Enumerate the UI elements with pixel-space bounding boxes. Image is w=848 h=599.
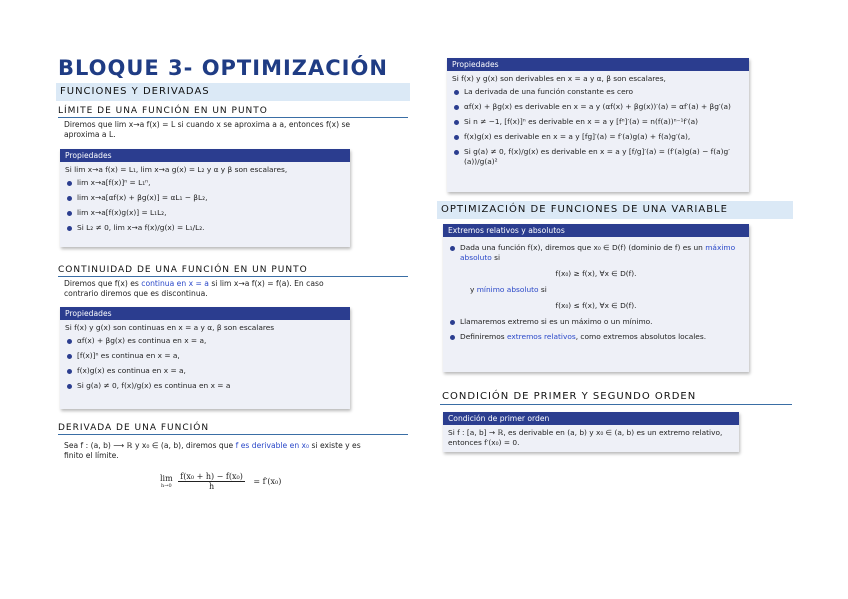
heading-limite: LÍMITE DE UNA FUNCIÓN EN UN PUNTO: [58, 106, 408, 118]
page-title: BLOQUE 3- OPTIMIZACIÓN: [58, 56, 388, 80]
derivada-properties-box: Propiedades Si f(x) y g(x) son derivables en x = a y α, β son escalares, La derivada de una función constante es cero αf(x) + βg(x) es derivable en x = a y (αf(x) + βg(x))′(a) = αf′(a) + βg′(a) Si n ≠ −1, [f(x)]ⁿ es derivable en x = a y [fⁿ]′(a) = n(f(a))ⁿ⁻¹f′(a) f(x)g(x) es derivable en x = a y [fg]′(a) = f′(a)g(a) + f(a)g′(a), Si g(a) ≠ 0, f(x)/g(x) es derivable en x = a y [f/g]′(a) = (f′(a)g(a) − f(a)g′(a))/g(a)²: [447, 58, 749, 192]
list-item: Definiremos extremos relativos, como extremos absolutos locales.: [448, 332, 744, 342]
section-funciones-derivadas: FUNCIONES Y DERIVADAS: [56, 83, 410, 101]
list-item: αf(x) + βg(x) es derivable en x = a y (αf(x) + βg(x))′(a) = αf′(a) + βg′(a): [452, 102, 744, 112]
box-label: Condición de primer orden: [443, 412, 739, 425]
derivada-definition: Sea f : (a, b) ⟶ ℝ y x₀ ∈ (a, b), diremos que f es derivable en x₀ si existe y es finito el límite.: [64, 441, 361, 460]
section-condicion: CONDICIÓN DE PRIMER Y SEGUNDO ORDEN: [440, 389, 792, 405]
box-label: Propiedades: [60, 149, 350, 162]
list-item: αf(x) + βg(x) es continua en x = a,: [65, 336, 345, 346]
list-item: f(x)g(x) es continua en x = a,: [65, 366, 345, 376]
list-item: [f(x)]ⁿ es continua en x = a,: [65, 351, 345, 361]
box-label: Propiedades: [60, 307, 350, 320]
continuidad-definition: Diremos que f(x) es continua en x = a si lim x→a f(x) = f(a). En caso contrario diremos que es discontinua.: [64, 279, 324, 298]
list-item: f(x)g(x) es derivable en x = a y [fg]′(a) = f′(a)g(a) + f(a)g′(a),: [452, 132, 744, 142]
list-item: lim x→a[f(x)g(x)] = L₁L₂,: [65, 208, 345, 218]
list-item: Llamaremos extremo si es un máximo o un mínimo.: [448, 317, 744, 327]
box-label: Propiedades: [447, 58, 749, 71]
limite-properties-box: Propiedades Si lim x→a f(x) = L₁, lim x→a g(x) = L₂ y α y β son escalares, lim x→a[f(x)]ⁿ = L₁ⁿ, lim x→a[αf(x) + βg(x)] = αL₁ − βL₂, lim x→a[f(x)g(x)] = L₁L₂, Si L₂ ≠ 0, lim x→a f(x)/g(x) = L₁/L₂.: [60, 149, 350, 247]
list-item: La derivada de una función constante es cero: [452, 87, 744, 97]
extremos-box: [443, 224, 749, 372]
list-item: Si g(a) ≠ 0, f(x)/g(x) es continua en x = a: [65, 381, 345, 391]
box-label: Extremos relativos y absolutos: [443, 224, 749, 237]
list-item: Si n ≠ −1, [f(x)]ⁿ es derivable en x = a y [fⁿ]′(a) = n(f(a))ⁿ⁻¹f′(a): [452, 117, 744, 127]
heading-continuidad: CONTINUIDAD DE UNA FUNCIÓN EN UN PUNTO: [58, 265, 408, 277]
limite-definition: Diremos que lim x→a f(x) = L si cuando x se aproxima a a, entonces f(x) se aproxima a L.: [64, 120, 351, 139]
heading-derivada: DERIVADA DE UNA FUNCIÓN: [58, 423, 408, 435]
section-optimizacion: OPTIMIZACIÓN DE FUNCIONES DE UNA VARIABLE: [437, 201, 793, 219]
formula-minimo: f(x₀) ≤ f(x), ∀x ∈ D(f).: [555, 301, 637, 310]
list-item: Dada una función f(x), diremos que x₀ ∈ D(f) (dominio de f) es un máximo absoluto si: [448, 243, 744, 263]
formula-maximo: f(x₀) ≥ f(x), ∀x ∈ D(f).: [555, 269, 637, 278]
continuidad-properties-box: Propiedades Si f(x) y g(x) son continuas en x = a y α, β son escalares αf(x) + βg(x) es continua en x = a, [f(x)]ⁿ es continua en x = a, f(x)g(x) es continua en x = a, Si g(a) ≠ 0, f(x)/g(x) es continua en x = a: [60, 307, 350, 409]
list-item: lim x→a[αf(x) + βg(x)] = αL₁ − βL₂,: [65, 193, 345, 203]
minimo-line: y mínimo absoluto si: [470, 285, 547, 294]
list-item: Si g(a) ≠ 0, f(x)/g(x) es derivable en x = a y [f/g]′(a) = (f′(a)g(a) − f(a)g′(a))/g(a)²: [452, 147, 744, 167]
list-item: lim x→a[f(x)]ⁿ = L₁ⁿ,: [65, 178, 345, 188]
condicion-box: Condición de primer orden Si f : [a, b] → ℝ, es derivable en (a, b) y x₀ ∈ (a, b) es un extremo relativo, entonces f′(x₀) = 0.: [443, 412, 739, 452]
derivative-formula: lim h→0 $\frac{\text{f(x₀ + h) − f(x₀)}}{h}$ = f′(x₀): [160, 472, 282, 491]
list-item: Si L₂ ≠ 0, lim x→a f(x)/g(x) = L₁/L₂.: [65, 223, 345, 233]
